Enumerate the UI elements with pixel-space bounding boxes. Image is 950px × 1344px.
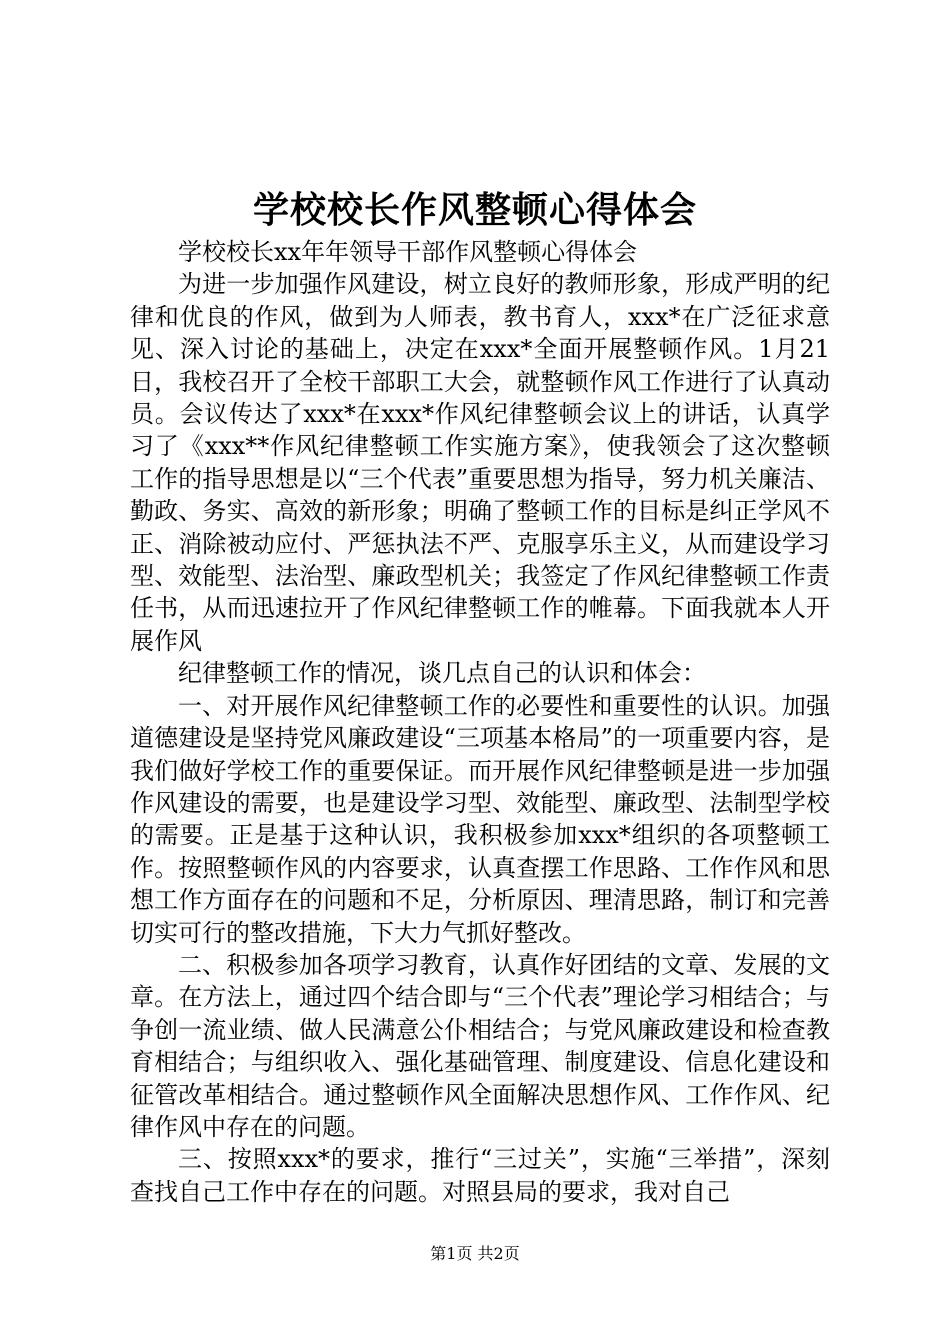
page-footer: 第1页 共2页 bbox=[430, 1244, 520, 1263]
body-paragraph: 一、对开展作风纪律整顿工作的必要性和重要性的认识。加强道德建设是坚持党风廉政建设“三项基本格局”的一项重要内容，是我们做好学校工作的重要保证。而开展作风纪律整顿是进一步加强作风建设的需要，也是建设学习型、效能型、廉政型、法制型学校的需要。正是基于这种认识，我积极参加xxx*组织的各项整顿工作。按照整顿作风的内容要求，认真查摆工作思路、工作作风和思想工作方面存在的问题和不足，分析原因、理清思路，制订和完善切实可行的整改措施，下大力气抓好整改。 bbox=[130, 691, 830, 947]
body-paragraph: 二、积极参加各项学习教育，认真作好团结的文章、发展的文章。在方法上，通过四个结合即与“三个代表”理论学习相结合；与争创一流业绩、做人民满意公仆相结合；与党风廉政建设和检查教育相结合；与组织收入、强化基础管理、制度建设、信息化建设和征管改革相结合。通过整顿作风全面解决思想作风、工作作风、纪律作风中存在的问题。 bbox=[130, 950, 830, 1141]
body-paragraph: 纪律整顿工作的情况，谈几点自己的认识和体会： bbox=[178, 659, 706, 688]
document-body bbox=[130, 236, 830, 1208]
subtitle-paragraph: 学校校长xx年年领导干部作风整顿心得体会 bbox=[178, 238, 638, 266]
document-title: 学校校长作风整顿心得体会 bbox=[252, 189, 697, 231]
body-paragraph: 为进一步加强作风建设，树立良好的教师形象，形成严明的纪律和优良的作风，做到为人师表，教书育人，xxx*在广泛征求意见、深入讨论的基础上，决定在xxx*全面开展整顿作风。1月21日，我校召开了全校干部职工大会，就整顿作风工作进行了认真动员。会议传达了xxx*在xxx*作风纪律整顿会议上的讲话，认真学习了《xxx**作风纪律整顿工作实施方案》，使我领会了这次整顿工作的指导思想是以“三个代表”重要思想为指导，努力机关廉洁、勤政、务实、高效的新形象；明确了整顿工作的目标是纠正学风不正、消除被动应付、严惩执法不严、克服享乐主义，从而建设学习型、效能型、法治型、廉政型机关；我签定了作风纪律整顿工作责任书，从而迅速拉开了作风纪律整顿工作的帷幕。下面我就本人开展作风 bbox=[130, 270, 830, 655]
body-paragraph: 三、按照xxx*的要求，推行“三过关”，实施“三举措”，深刻查找自己工作中存在的问题。对照县局的要求，我对自己 bbox=[130, 1145, 830, 1206]
